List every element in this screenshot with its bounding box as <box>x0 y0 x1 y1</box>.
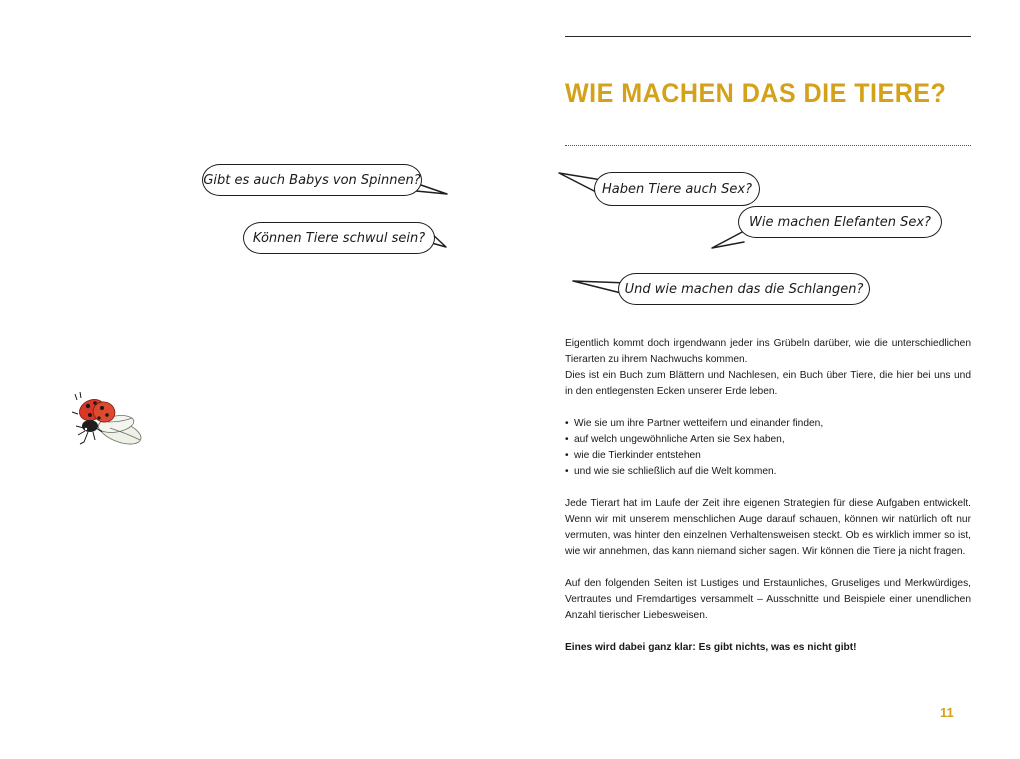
list-item: • wie die Tierkinder entstehen <box>565 448 971 464</box>
strategies-paragraph: Jede Tierart hat im Laufe der Zeit ihre eigenen Strategien für diese Aufgaben entwickelt. Wenn wir mit unserem menschlichen Auge darauf schauen, können wir natürlich oft nur vermuten, was hinter den einzelnen Verhaltensweisen steckt. Ob es wirklich immer so ist, wie wir annehmen, das kann niemand sicher sagen. Wir können die Tiere ja nicht fragen. <box>565 498 971 557</box>
bubble-text: Wie machen Elefanten Sex? <box>749 214 931 230</box>
speech-bubble-schwul <box>243 222 435 254</box>
body-text <box>565 336 971 672</box>
bubble-text: Gibt es auch Babys von Spinnen? <box>203 172 421 188</box>
page-number: 11 <box>940 705 954 720</box>
list-item: • Wie sie um ihre Partner wetteifern und einander finden, <box>565 416 971 432</box>
bubble-text: Können Tiere schwul sein? <box>252 230 426 246</box>
bubble-text: Haben Tiere auch Sex? <box>602 181 752 197</box>
ladybug-illustration <box>68 388 150 458</box>
closing-statement: Eines wird dabei ganz klar: Es gibt nichts, was es nicht gibt! <box>565 642 857 653</box>
intro-line-1: Eigentlich kommt doch irgendwann jeder ins Grübeln darüber, wie die unterschiedlichen Tierarten zu ihrem Nachwuchs kommen. <box>565 338 971 365</box>
speech-bubble-schlangen <box>618 273 870 305</box>
speech-bubble-sex <box>594 172 760 206</box>
intro-paragraph <box>565 336 971 400</box>
list-item: • auf welch ungewöhnliche Arten sie Sex haben, <box>565 432 971 448</box>
bullet-list <box>565 416 971 480</box>
tail-elefanten <box>712 230 746 248</box>
bubble-text: Und wie machen das die Schlangen? <box>624 281 864 297</box>
page-title: WIE MACHEN DAS DIE TIERE? <box>565 78 947 108</box>
speech-bubble-elefanten <box>738 206 942 238</box>
speech-bubble-spinnen <box>202 164 422 196</box>
dotted-divider <box>565 145 971 146</box>
list-item: • und wie sie schließlich auf die Welt kommen. <box>565 464 971 480</box>
intro-line-2: Dies ist ein Buch zum Blättern und Nachlesen, ein Buch über Tiere, die hier bei uns und in den entlegensten Ecken unserer Erde leben. <box>565 370 971 397</box>
content-paragraph: Auf den folgenden Seiten ist Lustiges und Erstaunliches, Gruseliges und Merkwürdiges, Vertrautes und Fremdartiges versammelt – Ausschnitte und Beispiele einer unendlichen Anzahl tierischer Liebesweisen. <box>565 578 971 621</box>
top-rule <box>565 36 971 37</box>
